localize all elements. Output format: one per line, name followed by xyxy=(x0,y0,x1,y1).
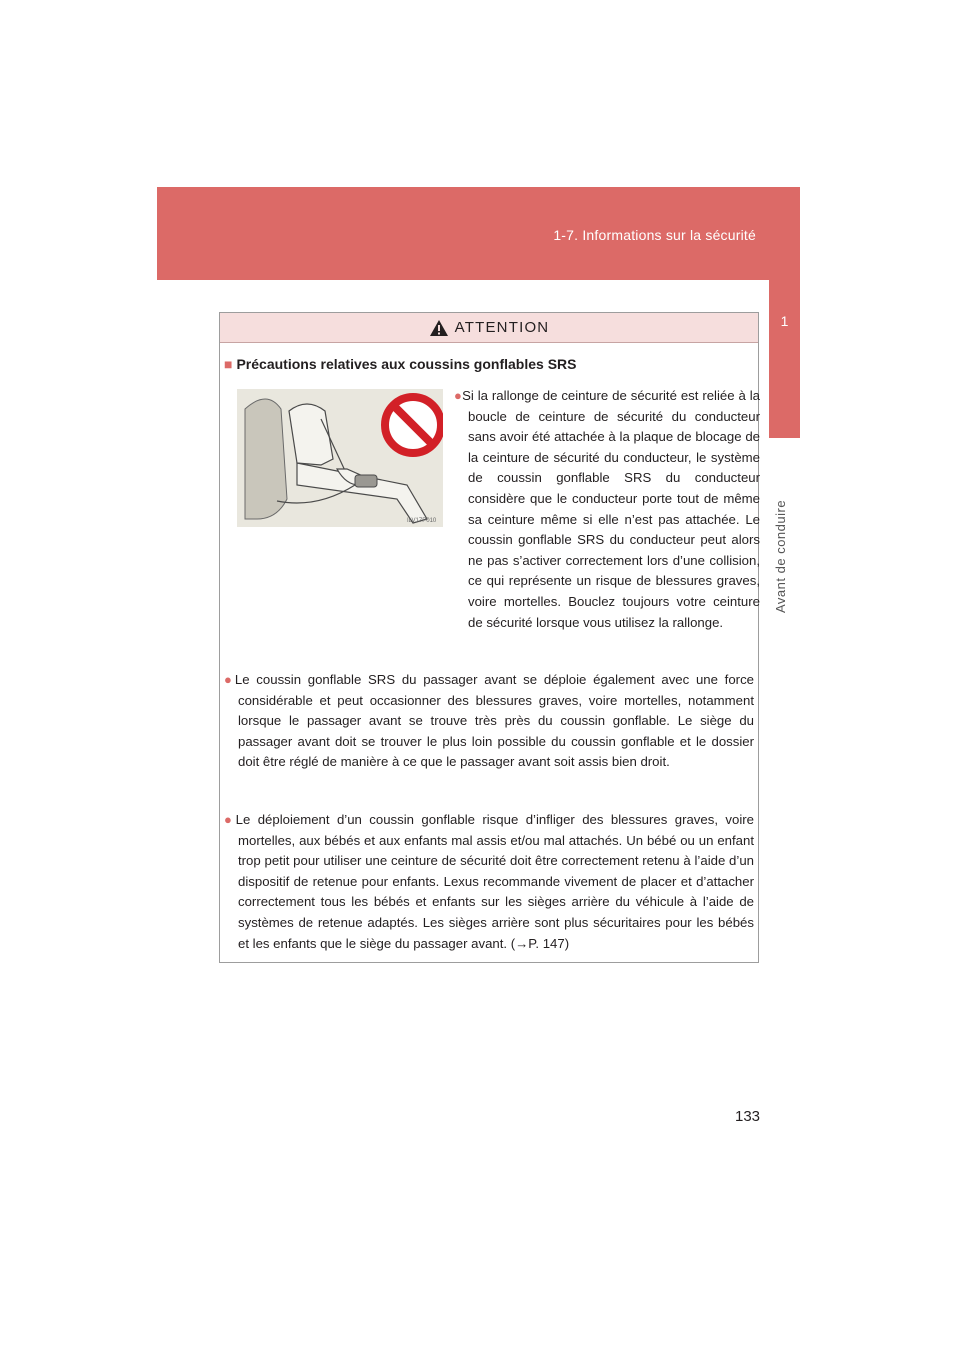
bullet-dot-icon: ● xyxy=(224,812,236,827)
chapter-tab xyxy=(769,280,800,438)
bullet-item-3: ●Le déploiement d’un coussin gonflable risque d’infliger des blessures graves, voire mortelles, aux bébés et aux enfants mal assis et/ou mal attachés. Un bébé ou un enfant trop petit pour utiliser une ceinture de sécurité doit être correctement retenu à l’aide d’un dispositif de retenue pour enfants. Lexus recommande vivement de placer et d’attacher correctement tous les bébés et enfants sur les sièges arrière du véhicule à l’aide de systèmes de retenue adaptés. Les sièges arrière sont plus sécuritaires pour les bébés et les enfants que le siège du passager avant. (→P. 147) xyxy=(224,812,754,951)
chapter-number: 1 xyxy=(780,313,789,329)
header-band xyxy=(157,187,800,280)
warning-title: ATTENTION xyxy=(454,319,550,336)
chapter-label: Avant de conduire xyxy=(773,500,788,614)
page-number: 133 xyxy=(735,1108,761,1125)
warning-triangle-icon xyxy=(429,319,449,337)
section-title: 1-7. Informations sur la sécurité xyxy=(553,227,756,243)
bullet-item-1: ●Si la rallonge de ceinture de sécurité est reliée à la boucle de ceinture de sécurité du conducteur sans avoir été attachée à la plaque de blocage de la ceinture de sécurité du conducteur, le système de coussin gonflable SRS du conducteur considère que le conducteur porte tout de même sa ceinture même si elle n’est pas attachée. Le coussin gonflable SRS du conducteur peut alors ne pas s’activer correctement lors d’une collision, ce qui représente un risque de blessures graves, voire mortelles. Bouclez toujours votre ceinture de sécurité lorsque vous utilisez la rallonge. xyxy=(454,388,760,630)
svg-text:ILV17P010: ILV17P010 xyxy=(407,518,437,524)
bullet-item-2: ●Le coussin gonflable SRS du passager avant se déploie également avec une force considérable et peut occasionner des blessures graves, voire mortelles, notamment lorsque le passager avant se trouve très près du coussin gonflable. Le siège du passager avant doit se trouver le plus loin possible du coussin gonflable et le dossier doit être réglé de manière à ce que le passager avant soit assis bien droit. xyxy=(224,672,754,770)
seated-driver-illustration xyxy=(237,389,443,527)
warning-box xyxy=(219,312,759,963)
square-bullet-icon: ■ xyxy=(224,356,233,372)
warning-header xyxy=(220,313,758,343)
seatbelt-illustration xyxy=(237,389,443,527)
subheading: ■ Précautions relatives aux coussins gonflables SRS xyxy=(224,356,577,372)
bullet-dot-icon: ● xyxy=(224,672,235,687)
bullet-dot-icon: ● xyxy=(454,388,463,403)
